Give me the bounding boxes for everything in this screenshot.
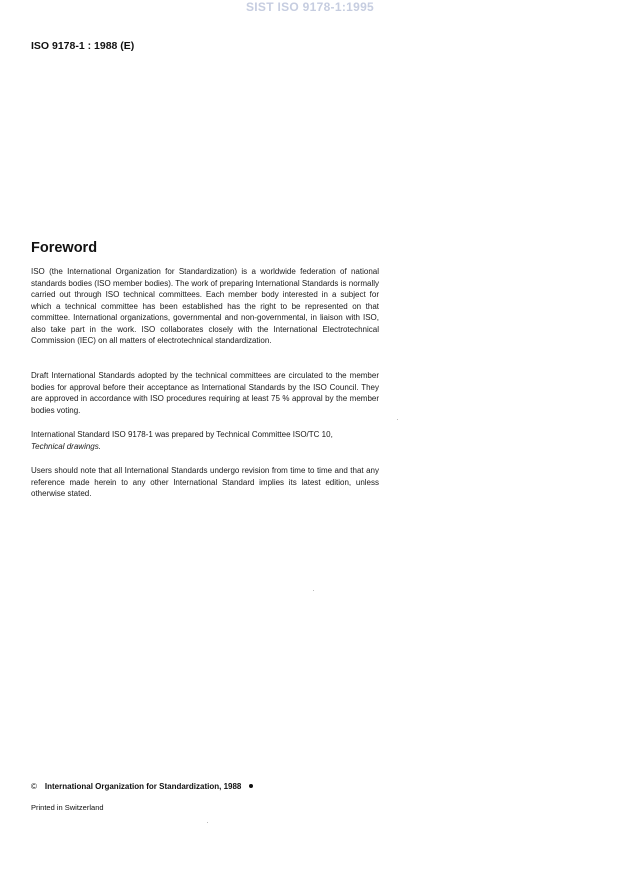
scan-speck [313,590,314,591]
prepared-by-text: International Standard ISO 9178-1 was prepared by Technical Committee ISO/TC 10, [31,430,333,439]
copyright-text: International Organization for Standardization, 1988 [44,782,242,791]
copyright-icon: © [31,782,37,791]
foreword-paragraph-3 [31,429,379,452]
foreword-paragraph-2: Draft International Standards adopted by the technical committees are circulated to the member bodies for approval before their acceptance as International Standards by the ISO Council. They are approved in accordance with ISO procedures requiring at least 75 % approval by the member bodies voting. [31,371,379,415]
watermark: SIST ISO 9178-1:1995 [245,0,375,14]
foreword-paragraph-4: Users should note that all International Standards undergo revision from time to time and that any reference made herein to any other International Standard implies its latest edition, unless otherwise stated. [31,466,379,498]
prepared-by-title: Technical drawings. [31,441,101,451]
copyright-line [31,782,253,791]
bullet-icon [249,784,253,788]
section-heading: Foreword [31,240,98,256]
scan-speck [397,419,398,420]
document-id: ISO 9178-1 : 1988 (E) [31,40,135,52]
scan-speck [207,822,208,823]
foreword-paragraph-1: ISO (the International Organization for Standardization) is a worldwide federation of national standards bodies (ISO member bodies). The work of preparing International Standards is normally carried out through ISO technical committees. Each member body interested in a subject for which a technical committee has been established has the right to be represented on that committee. International organizations, governmental and non-governmental, in liaison with ISO, also take part in the work. ISO collaborates closely with the International Electrotechnical Commission (IEC) on all matters of electrotechnical standardization. [31,267,379,345]
printed-in: Printed in Switzerland [31,803,104,812]
